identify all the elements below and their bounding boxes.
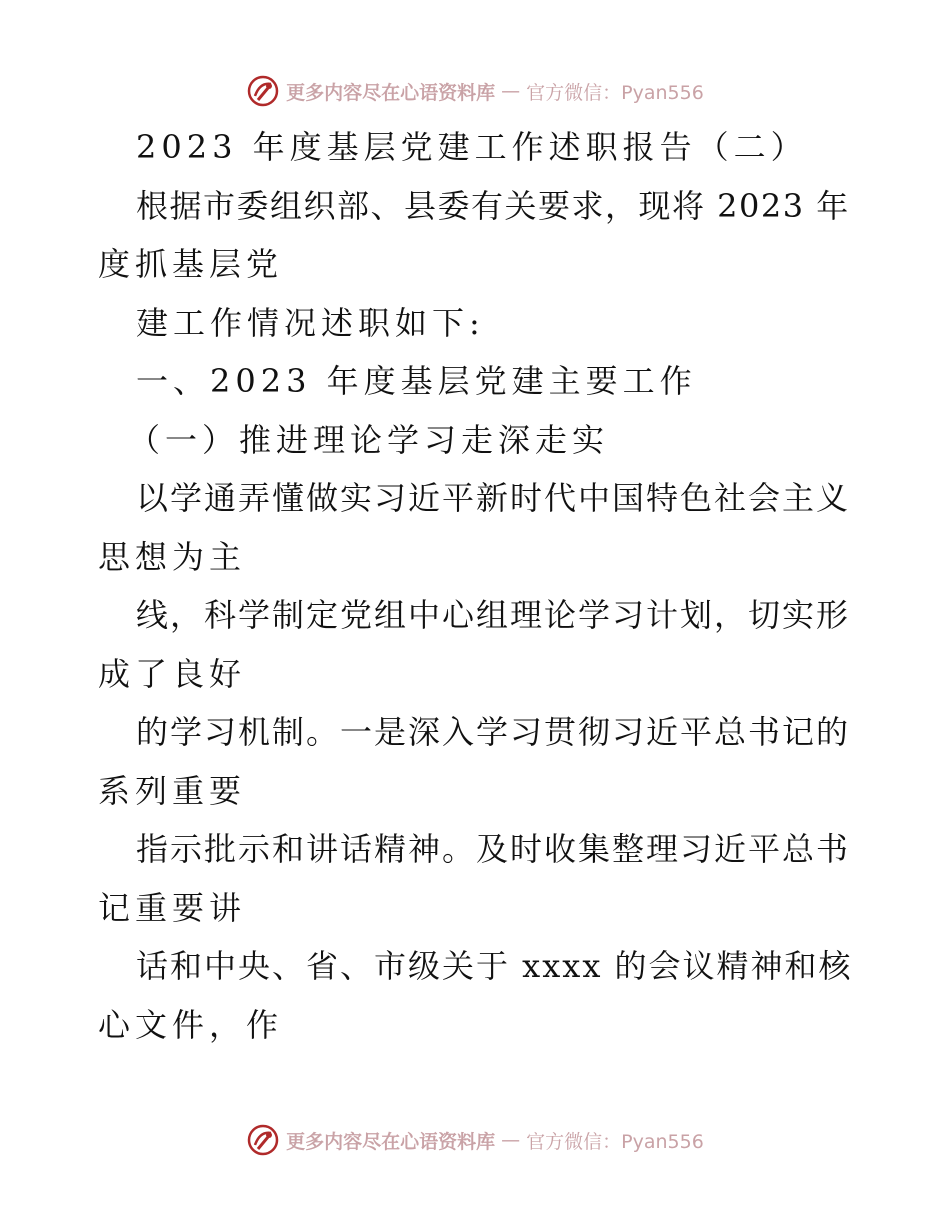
header-watermark (0, 71, 950, 111)
paragraph-line: 思想为主 (98, 537, 247, 576)
paragraph-line: 度抓基层党 (98, 245, 284, 283)
paragraph-line: 成了良好 (98, 654, 247, 693)
paragraph-line: 根据市委组织部、县委有关要求，现将 2023 年 (136, 186, 850, 225)
subsection-heading: （一）推进理论学习走深走实 (128, 420, 610, 459)
watermark-dash: — (501, 80, 521, 102)
watermark-dash: — (501, 1129, 521, 1151)
logo-icon (246, 1123, 280, 1157)
watermark-text: 更多内容尽在心语资料库 (286, 1130, 496, 1153)
section-heading: 一、2023 年度基层党建主要工作 (136, 362, 697, 400)
paragraph-line: 系列重要 (98, 771, 247, 810)
watermark-wechat: 官方微信：Pyan556 (526, 81, 704, 104)
logo-icon (246, 74, 280, 108)
watermark-wechat: 官方微信：Pyan556 (526, 1130, 704, 1153)
paragraph-line: 线，科学制定党组中心组理论学习计划，切实形 (136, 596, 851, 634)
document-title: 2023 年度基层党建工作述职报告（二） (136, 128, 808, 166)
footer-watermark (0, 1120, 950, 1160)
paragraph-line: 的学习机制。一是深入学习贯彻习近平总书记的 (136, 713, 851, 751)
paragraph-line: 记重要讲 (98, 888, 247, 927)
paragraph-line: 心文件，作 (98, 1005, 284, 1044)
document-body (98, 118, 858, 1054)
watermark-text: 更多内容尽在心语资料库 (286, 81, 496, 104)
paragraph-line: 话和中央、省、市级关于 xxxx 的会议精神和核 (136, 947, 853, 985)
paragraph-line: 建工作情况述职如下: (136, 303, 485, 342)
paragraph-line: 以学通弄懂做实习近平新时代中国特色社会主义 (136, 479, 851, 517)
paragraph-line: 指示批示和讲话精神。及时收集整理习近平总书 (136, 830, 851, 868)
